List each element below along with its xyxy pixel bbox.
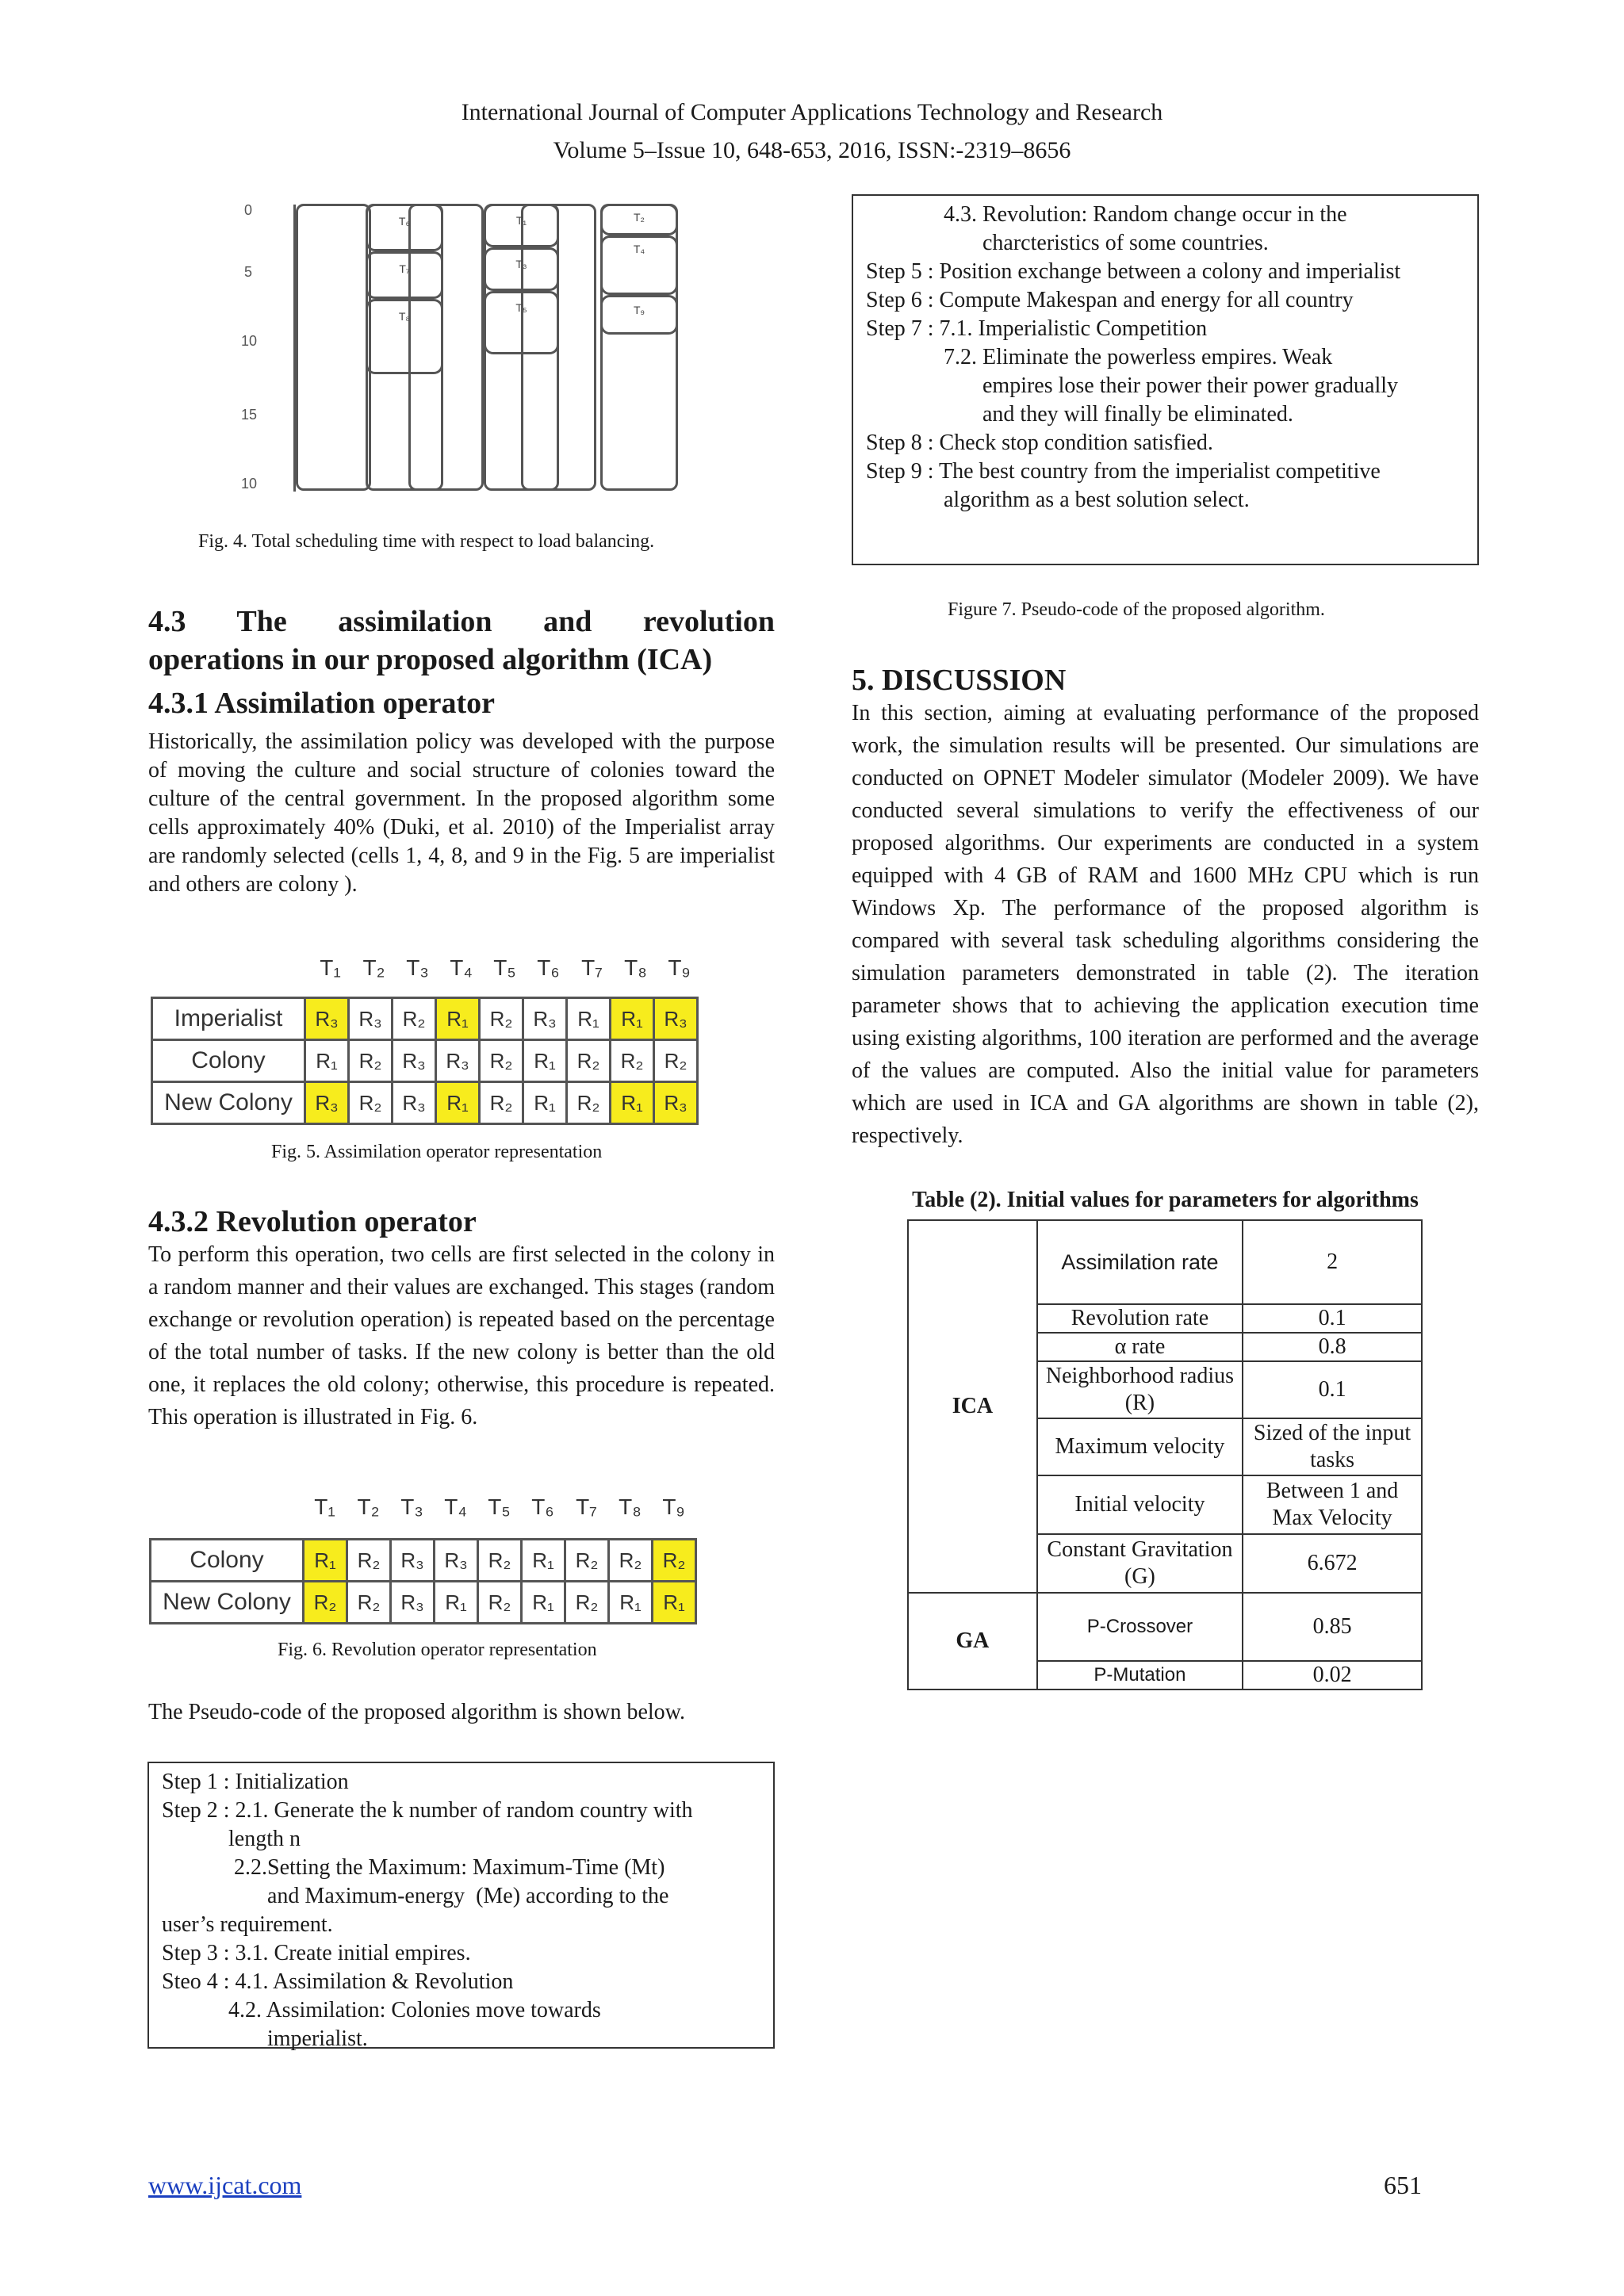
task-label: T₁ xyxy=(320,955,341,980)
pseudo-code-line: empires lose their power their power gradually xyxy=(866,373,1399,398)
task-label: T₆ xyxy=(537,955,560,980)
pseudo-code-line: Step 2 : 2.1. Generate the k number of random country with xyxy=(162,1798,693,1823)
param-value: Between 1 and Max Velocity xyxy=(1243,1475,1422,1534)
task-label: T₆ xyxy=(531,1494,554,1519)
param-value: 0.1 xyxy=(1243,1304,1422,1333)
resource-cell: R₁ xyxy=(567,998,611,1040)
page-number: 651 xyxy=(1384,2171,1422,2199)
resource-cell: R₂ xyxy=(349,1040,393,1082)
pseudo-code-line: 4.2. Assimilation: Colonies move towards xyxy=(162,1998,601,2022)
row-label: Colony xyxy=(151,1540,304,1582)
param-name: Constant Gravitation (G) xyxy=(1037,1534,1243,1593)
fig4-caption: Fig. 4. Total scheduling time with respect to load balancing. xyxy=(198,531,655,552)
resource-cell: R₃ xyxy=(391,1540,435,1582)
group-label-ga: GA xyxy=(908,1593,1037,1689)
pseudo-code-line: length n xyxy=(162,1827,301,1851)
task-label: T₅ xyxy=(493,955,516,980)
task-label: T₇ xyxy=(581,955,603,980)
footer-website-link[interactable]: www.ijcat.com xyxy=(148,2171,302,2199)
fig4-ytick: 15 xyxy=(241,407,258,423)
fig4-task-cell: T₁ xyxy=(484,204,559,247)
pseudo-code-line: algorithm as a best solution select. xyxy=(866,488,1250,512)
pseudo-code-line: Step 8 : Check stop condition satisfied. xyxy=(866,430,1213,455)
fig4-ytick: 10 xyxy=(241,476,258,492)
paragraph: To perform this operation, two cells are first selected in the colony in a random manner and their values are exchanged. This stages (random exchange or revolution operation) is repeated based on the percentage of the total number of tasks. If the new colony is better than the old one, it replaces the old colony; otherwise, this procedure is repeated. This operation is illustrated in Fig. 6. xyxy=(148,1242,775,1429)
resource-cell: R₃ xyxy=(436,1040,480,1082)
row-label: Imperialist xyxy=(152,998,305,1040)
resource-cell: R₂ xyxy=(480,1082,523,1124)
row-label: New Colony xyxy=(152,1082,305,1124)
param-name: Maximum velocity xyxy=(1037,1418,1243,1475)
task-label: T₅ xyxy=(488,1494,511,1519)
param-value: 0.8 xyxy=(1243,1333,1422,1361)
resource-cell: R₃ xyxy=(435,1540,478,1582)
table2-caption: Table (2). Initial values for parameters for algorithms xyxy=(912,1188,1419,1212)
resource-cell: R₁ xyxy=(653,1582,696,1624)
task-label: T₉ xyxy=(668,955,691,980)
resource-cell: R₂ xyxy=(480,1040,523,1082)
pseudo-code-line: charcteristics of some countries. xyxy=(866,231,1269,255)
param-name: Initial velocity xyxy=(1037,1475,1243,1534)
resource-cell: R₂ xyxy=(393,998,436,1040)
resource-cell: R₃ xyxy=(305,1082,349,1124)
fig5-caption: Fig. 5. Assimilation operator representation xyxy=(271,1142,603,1162)
fig7-caption: Figure 7. Pseudo-code of the proposed algorithm. xyxy=(948,599,1325,620)
resource-cell: R₁ xyxy=(304,1540,347,1582)
resource-cell: R₁ xyxy=(611,998,654,1040)
fig6-task-header xyxy=(303,1494,695,1520)
fig4-processor-column xyxy=(600,204,678,491)
pseudo-code-line: 2.2.Setting the Maximum: Maximum-Time (Mt) xyxy=(162,1855,665,1880)
journal-title: International Journal of Computer Applications Technology and Research xyxy=(461,99,1163,125)
fig4-processor-column xyxy=(296,204,371,491)
resource-cell: R₁ xyxy=(611,1082,654,1124)
task-label: T₂ xyxy=(362,955,385,980)
subsection-heading: 4.3.2 Revolution operator xyxy=(148,1205,477,1238)
resource-cell: R₃ xyxy=(391,1582,435,1624)
pseudo-code-line: Step 6 : Compute Makespan and energy for all country xyxy=(866,288,1354,312)
task-label: T₇ xyxy=(576,1494,597,1519)
resource-cell: R₂ xyxy=(347,1540,391,1582)
pseudo-code-line: 7.2. Eliminate the powerless empires. Weak xyxy=(866,345,1333,369)
fig4-task-cell: T₂ xyxy=(600,204,678,235)
fig4-task-cell: T₆ xyxy=(366,204,443,251)
resource-cell: R₁ xyxy=(523,1040,567,1082)
paragraph: Historically, the assimilation policy was developed with the purpose of moving the culture and social structure of colonies toward the culture of the central government. In the proposed algorithm some cells approximately 40% (Duki, et al. 2010) of the Imperialist array are randomly selected (cells 1, 4, 8, and 9 in the Fig. 5 are imperialist and others are colony ). xyxy=(148,729,775,897)
resource-cell: R₁ xyxy=(436,998,480,1040)
param-value: 6.672 xyxy=(1243,1534,1422,1593)
fig4-ytick: 0 xyxy=(244,202,253,218)
assignment-row xyxy=(151,1582,696,1624)
fig5-assignment-table xyxy=(151,997,699,1125)
row-label: New Colony xyxy=(151,1582,304,1624)
fig5-task-header xyxy=(308,955,701,981)
resource-cell: R₂ xyxy=(567,1040,611,1082)
resource-cell: R₃ xyxy=(305,998,349,1040)
resource-cell: R₁ xyxy=(522,1540,565,1582)
task-label: T₁ xyxy=(314,1494,335,1519)
pseudo-code-line: Step 1 : Initialization xyxy=(162,1770,349,1794)
task-label: T₂ xyxy=(357,1494,380,1519)
pseudo-code-box xyxy=(147,1762,775,2049)
fig4-task-cell: T₃ xyxy=(484,247,559,291)
resource-cell: R₁ xyxy=(305,1040,349,1082)
fig4-processor-column xyxy=(366,204,443,491)
task-label: T₃ xyxy=(400,1494,423,1519)
resource-cell: R₂ xyxy=(304,1582,347,1624)
fig4-task-cell: T₉ xyxy=(600,295,678,335)
fig4-task-cell: T₇ xyxy=(366,251,443,299)
task-label: T₄ xyxy=(444,1494,467,1519)
pseudo-code-line: Step 7 : 7.1. Imperialistic Competition xyxy=(866,316,1208,341)
resource-cell: R₃ xyxy=(654,1082,698,1124)
pseudo-code-box-continued xyxy=(852,194,1479,565)
resource-cell: R₃ xyxy=(654,998,698,1040)
pseudo-code-line: Steo 4 : 4.1. Assimilation & Revolution xyxy=(162,1969,514,1994)
fig4-ytick: 10 xyxy=(241,333,258,349)
pseudo-code-line: and they will finally be eliminated. xyxy=(866,402,1293,427)
param-name: Neighborhood radius (R) xyxy=(1037,1361,1243,1418)
task-label: T₄ xyxy=(450,955,473,980)
section-heading: operations in our proposed algorithm (ICA) xyxy=(148,643,713,676)
pseudo-code-line: Step 5 : Position exchange between a colony and imperialist xyxy=(866,259,1401,284)
pseudo-code-line: Step 3 : 3.1. Create initial empires. xyxy=(162,1941,471,1965)
param-value: Sized of the input tasks xyxy=(1243,1418,1422,1475)
param-name: Revolution rate xyxy=(1037,1304,1243,1333)
resource-cell: R₂ xyxy=(609,1540,653,1582)
resource-cell: R₃ xyxy=(523,998,567,1040)
fig4-task-cell: T₅ xyxy=(484,291,559,354)
assignment-row xyxy=(152,998,698,1040)
subsection-heading: 4.3.1 Assimilation operator xyxy=(148,687,495,720)
resource-cell: R₂ xyxy=(565,1540,609,1582)
fig6-caption: Fig. 6. Revolution operator representation xyxy=(278,1640,597,1660)
resource-cell: R₂ xyxy=(611,1040,654,1082)
fig6-assignment-table xyxy=(149,1538,697,1624)
assignment-row xyxy=(152,1082,698,1124)
pseudo-code-line: 4.3. Revolution: Random change occur in the xyxy=(866,202,1347,227)
fig4-task-cell: T₈ xyxy=(366,299,443,374)
resource-cell: R₁ xyxy=(609,1582,653,1624)
fig4-processor-column xyxy=(484,204,559,491)
resource-cell: R₂ xyxy=(565,1582,609,1624)
resource-cell: R₂ xyxy=(653,1540,696,1582)
param-name: α rate xyxy=(1037,1333,1243,1361)
resource-cell: R₂ xyxy=(349,1082,393,1124)
param-name: P-Mutation xyxy=(1037,1661,1243,1689)
pseudo-code-line: user’s requirement. xyxy=(162,1912,333,1937)
fig4-diagram xyxy=(230,194,706,496)
section-heading: 5. DISCUSSION xyxy=(852,664,1067,697)
task-label: T₈ xyxy=(624,955,647,980)
group-label-ica: ICA xyxy=(908,1220,1037,1593)
row-label: Colony xyxy=(152,1040,305,1082)
resource-cell: R₂ xyxy=(567,1082,611,1124)
pseudo-code-line: imperialist. xyxy=(162,2026,368,2051)
param-name: Assimilation rate xyxy=(1037,1220,1243,1304)
param-value: 0.1 xyxy=(1243,1361,1422,1418)
fig4-task-cell: T₄ xyxy=(600,235,678,295)
fig4-ytick: 5 xyxy=(244,264,253,280)
param-name: P-Crossover xyxy=(1037,1593,1243,1661)
resource-cell: R₃ xyxy=(349,998,393,1040)
table2 xyxy=(907,1219,1423,1690)
param-value: 0.02 xyxy=(1243,1661,1422,1689)
assignment-row xyxy=(151,1540,696,1582)
section-heading: 4.3 The assimilation and revolution xyxy=(148,605,775,638)
paragraph: In this section, aiming at evaluating performance of the proposed work, the simulation results will be presented. Our simulations are conducted on OPNET Modeler simulator (Modeler 2009). We have conducted several simulations to verify the effectiveness of our proposed algorithms. Our experiments are conducted in a system equipped with 4 GB of RAM and 1600 MHz CPU which is run Windows Xp. The performance of the proposed algorithm is compared with several task scheduling algorithms considering the simulation parameters demonstrated in table (2). The iteration parameter shows that to achieving the application execution time using existing algorithms, 100 iteration are performed and the average of the values are computed. Also the initial value for parameters which are used in ICA and GA algorithms are shown in table (2), respectively. xyxy=(852,701,1479,1148)
paragraph: The Pseudo-code of the proposed algorithm is shown below. xyxy=(148,1700,686,1724)
resource-cell: R₁ xyxy=(435,1582,478,1624)
journal-volume: Volume 5–Issue 10, 648-653, 2016, ISSN:-2319–8656 xyxy=(553,137,1071,163)
param-value: 0.85 xyxy=(1243,1593,1422,1661)
task-label: T₈ xyxy=(619,1494,642,1519)
resource-cell: R₂ xyxy=(654,1040,698,1082)
task-label: T₉ xyxy=(662,1494,685,1519)
pseudo-code-line: Step 9 : The best country from the imperialist competitive xyxy=(866,459,1381,484)
resource-cell: R₁ xyxy=(522,1582,565,1624)
resource-cell: R₁ xyxy=(436,1082,480,1124)
resource-cell: R₁ xyxy=(523,1082,567,1124)
param-value: 2 xyxy=(1243,1220,1422,1304)
resource-cell: R₃ xyxy=(393,1040,436,1082)
resource-cell: R₂ xyxy=(478,1582,522,1624)
resource-cell: R₂ xyxy=(347,1582,391,1624)
task-label: T₃ xyxy=(406,955,429,980)
pseudo-code-line: and Maximum-energy (Me) according to the xyxy=(162,1884,669,1908)
assignment-row xyxy=(152,1040,698,1082)
resource-cell: R₂ xyxy=(478,1540,522,1582)
resource-cell: R₂ xyxy=(480,998,523,1040)
resource-cell: R₃ xyxy=(393,1082,436,1124)
